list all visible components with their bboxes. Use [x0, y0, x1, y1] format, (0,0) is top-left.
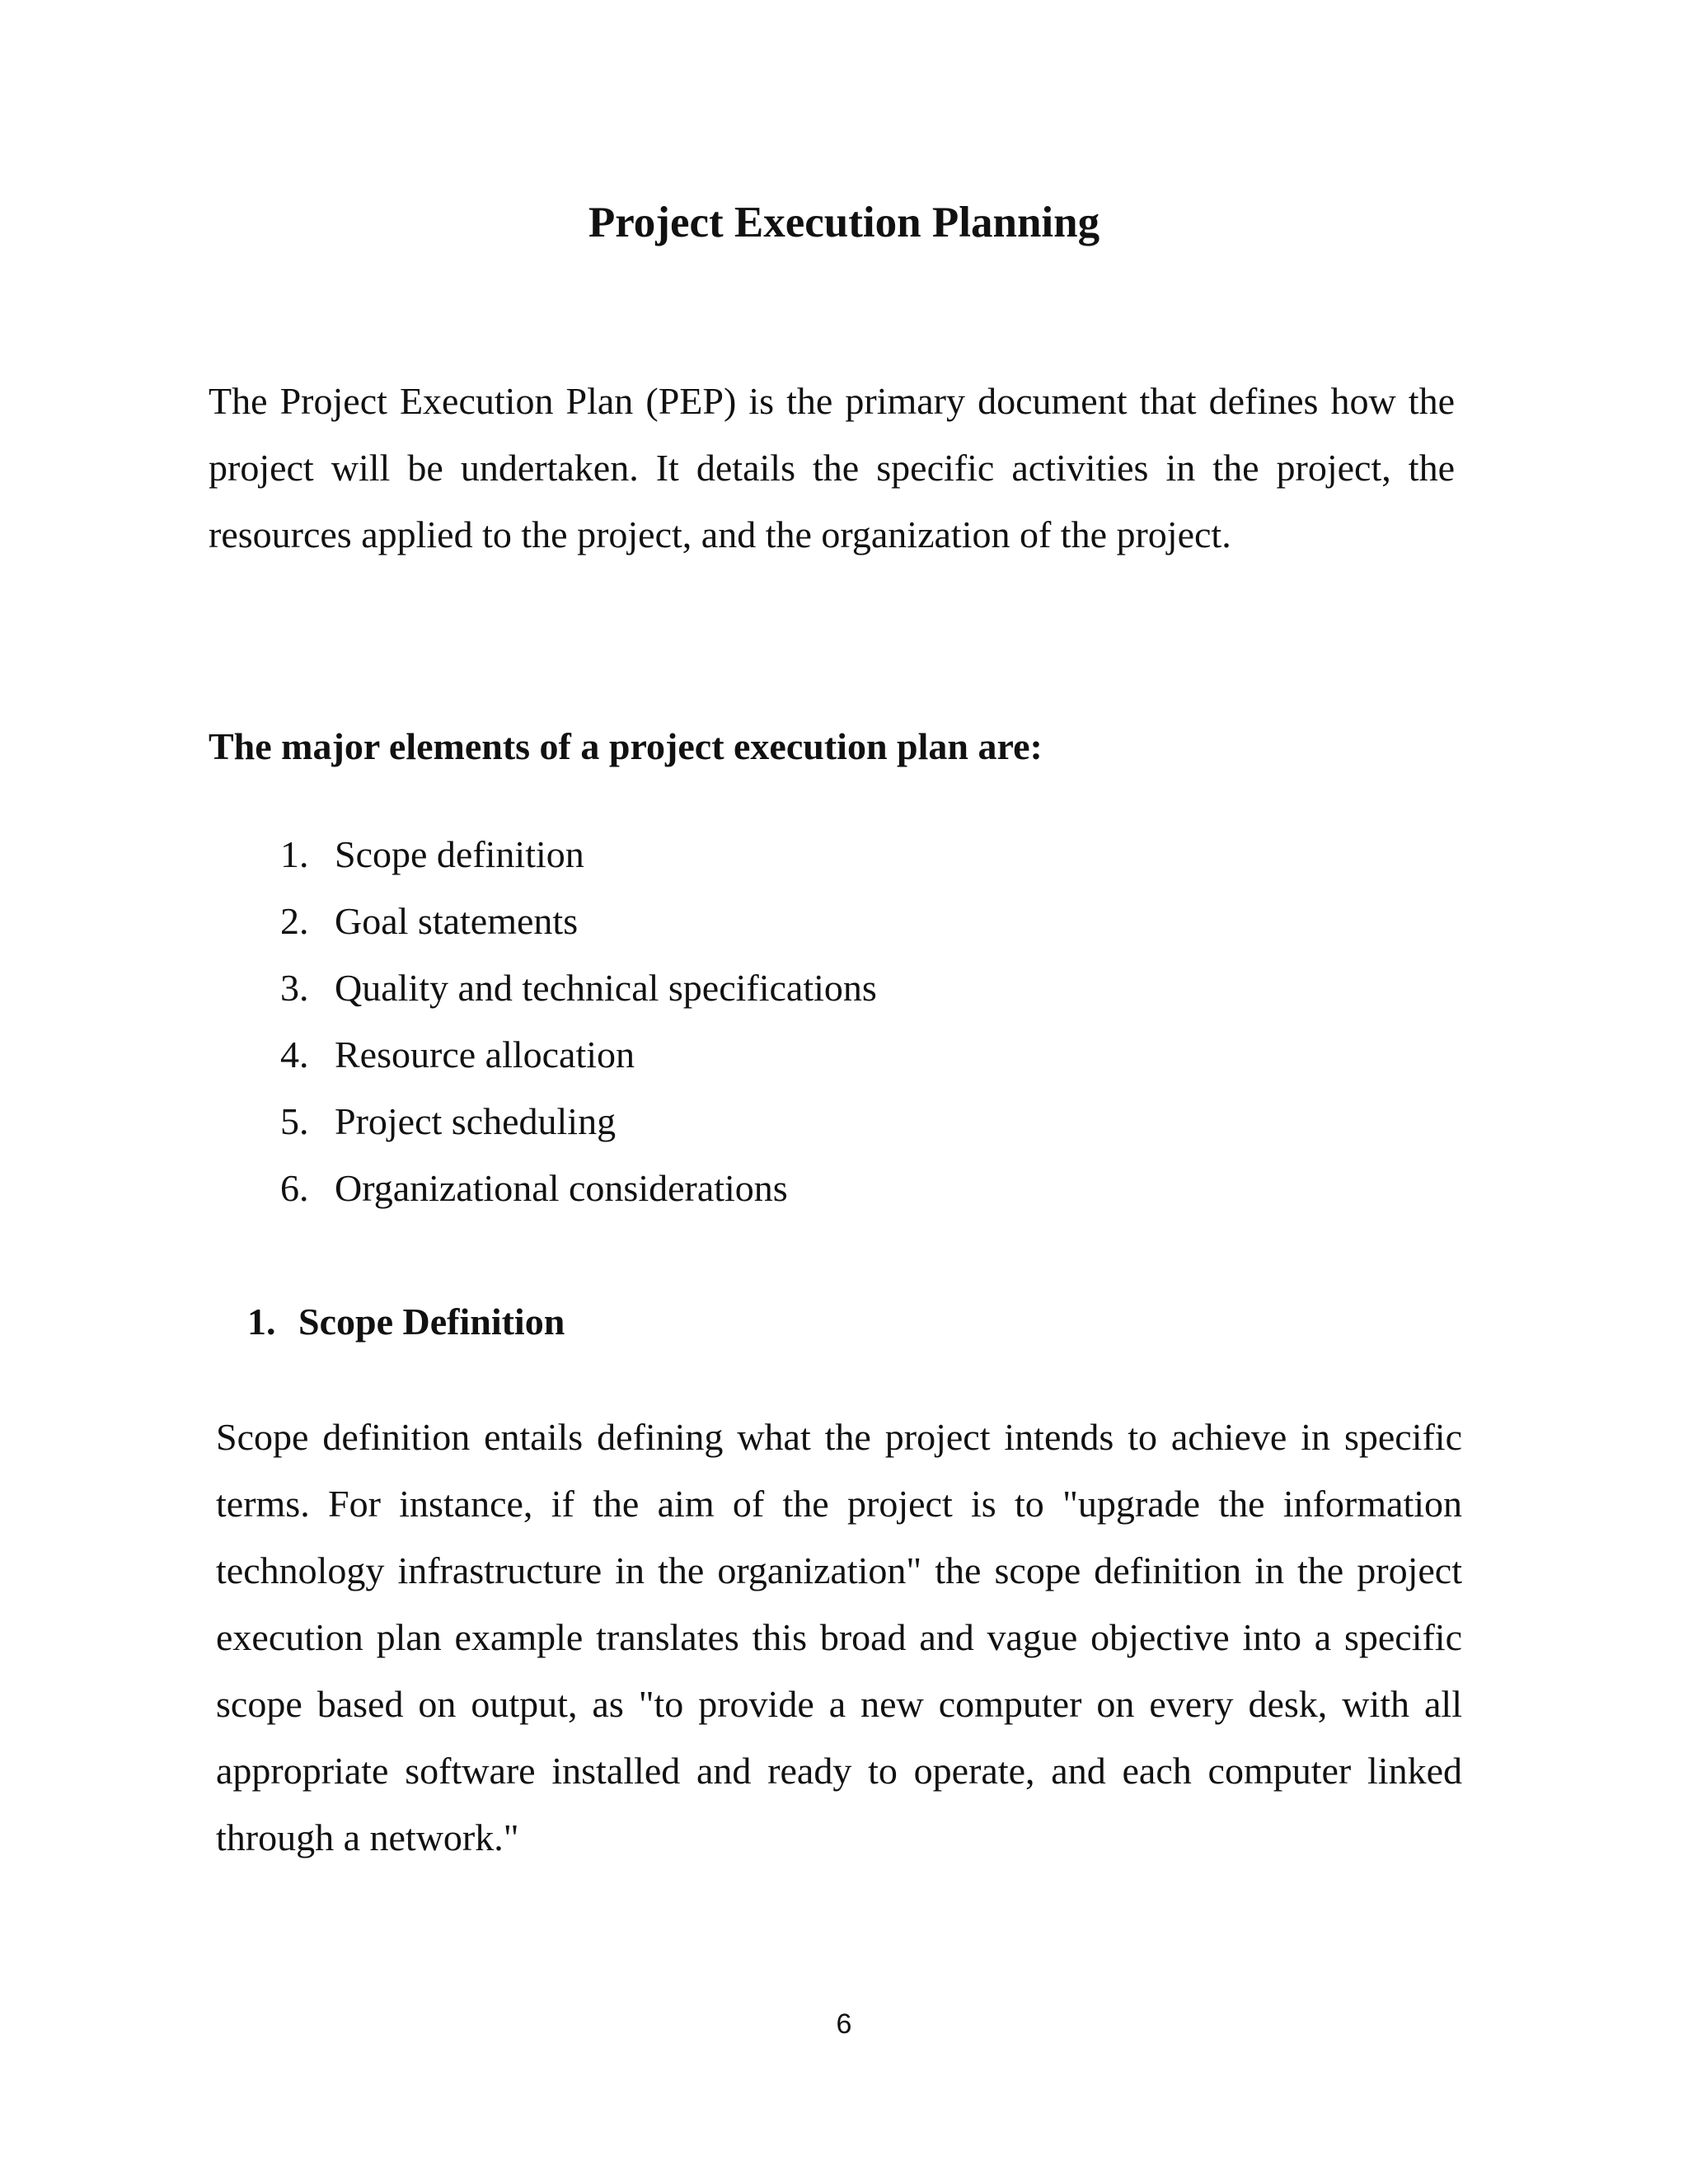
list-item: [280, 1088, 877, 1155]
page-title: Project Execution Planning: [588, 199, 1100, 246]
elements-heading: The major elements of a project execution plan are:: [209, 725, 1043, 767]
list-item-number: 4.: [280, 1033, 309, 1076]
list-item: [280, 954, 877, 1021]
list-item: [280, 1021, 877, 1088]
list-item-number: 5.: [280, 1100, 309, 1142]
list-item-label: Goal statements: [335, 900, 579, 942]
list-item-number: 6.: [280, 1167, 309, 1209]
list-item-label: Project scheduling: [335, 1100, 617, 1142]
list-item-number: 1.: [280, 833, 309, 875]
list-item: [280, 888, 877, 954]
page-number: 6: [836, 2008, 852, 2040]
section-number: 1.: [247, 1301, 276, 1343]
section-title: Scope Definition: [298, 1301, 565, 1343]
list-item-label: Scope definition: [335, 833, 584, 875]
section-heading: [247, 1296, 565, 1348]
list-item: [280, 1155, 877, 1221]
list-item-label: Resource allocation: [335, 1033, 635, 1076]
list-item-number: 2.: [280, 900, 309, 942]
list-item-label: Quality and technical specifications: [335, 967, 877, 1009]
list-item-number: 3.: [280, 967, 309, 1009]
intro-paragraph: The Project Execution Plan (PEP) is the primary document that defines how the project will be undertaken. It details the specific activities in the project, the resources applied to the project, and the organization of the project.: [209, 380, 1455, 555]
list-item: [280, 821, 877, 888]
elements-list: [280, 821, 877, 1221]
list-item-label: Organizational considerations: [335, 1167, 788, 1209]
scope-paragraph: Scope definition entails defining what the project intends to achieve in specific terms. For instance, if the aim of the project is to "upgrade the information technology infrastructure in the organization" the scope definition in the project execution plan example translates this broad and vague objective into a specific scope based on output, as "to provide a new computer on every desk, with all appropriate software installed and ready to operate, and each computer linked through a network.": [216, 1416, 1462, 1858]
